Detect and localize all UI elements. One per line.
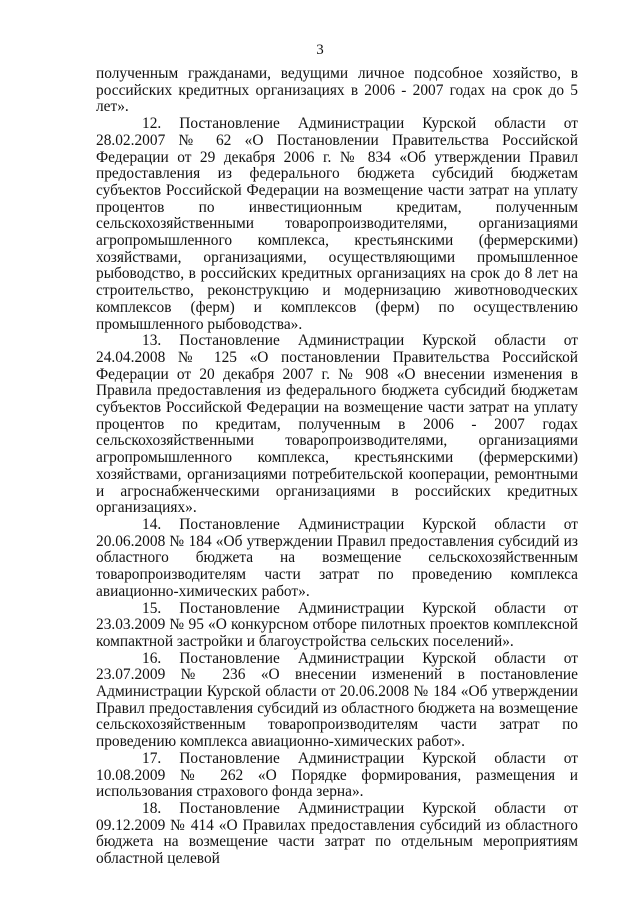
paragraph-item-15: 15. Постановление Администрации Курской области от 23.03.2009 № 95 «О конкурсном отборе пилотных проектов комплексной компактной застройки и благоустройства сельских поселений».: [96, 599, 578, 650]
document-body: [96, 66, 578, 868]
paragraph-item-18: 18. Постановление Администрации Курской области от 09.12.2009 № 414 «О Правилах предоставления субсидий из областного бюджета на возмещение части затрат по отдельным мероприятиям областной целевой: [96, 799, 578, 868]
paragraph-item-13: 13. Постановление Администрации Курской области от 24.04.2008 № 125 «О постановлении Правительства Российской Федерации от 20 декабря 2007 г. № 908 «О внесении изменения в Правила предоставления из федерального бюджета субсидий бюджетам субъектов Российской Федерации на возмещение части затрат на уплату процентов по кредитам, полученным в 2006 - 2007 годах сельскохозяйственными товаропроизводителями, организациями агропромышленного комплекса, крестьянскими (фермерскими) хозяйствами, организациями потребительской кооперации, ремонтными и агроснабженческими организациями в российских кредитных организациях».: [96, 332, 578, 517]
page-number: 3: [316, 42, 324, 58]
paragraph-item-12: 12. Постановление Администрации Курской области от 28.02.2007 № 62 «О Постановлении Правительства Российской Федерации от 29 декабря 2006 г. № 834 «Об утверждении Правил предоставления из федерального бюджета субсидий бюджетам субъектов Российской Федерации на возмещение части затрат на уплату процентов по инвестиционным кредитам, полученным сельскохозяйственными товаропроизводителями, организациями агропромышленного комплекса, крестьянскими (фермерскими) хозяйствами, организациями, осуществляющими промышленное рыбоводство, в российских кредитных организациях на срок до 8 лет на строительство, реконструкцию и модернизацию животноводческих комплексов (ферм) и комплексов (ферм) по осуществлению промышленного рыбоводства».: [96, 115, 578, 333]
paragraph-item-16: 16. Постановление Администрации Курской области от 23.07.2009 № 236 «О внесении изменений в постановление Администрации Курской области от 20.06.2008 № 184 «Об утверждении Правил предоставления субсидий из областного бюджета на возмещение сельскохозяйственным товаропроизводителям части затрат по проведению комплекса авиационно-химических работ».: [96, 649, 578, 751]
paragraph-continuation: полученным гражданами, ведущими личное подсобное хозяйство, в российских кредитных организациях в 2006 - 2007 годах на срок до 5 лет».: [96, 65, 578, 116]
paragraph-item-14: 14. Постановление Администрации Курской области от 20.06.2008 № 184 «Об утверждении Правил предоставления субсидий из областного бюджета на возмещение сельскохозяйственным товаропроизводителям части затрат по проведению комплекса авиационно-химических работ».: [96, 515, 578, 600]
paragraph-item-17: 17. Постановление Администрации Курской области от 10.08.2009 № 262 «О Порядке формирования, размещения и использования страхового фонда зерна».: [96, 749, 578, 801]
